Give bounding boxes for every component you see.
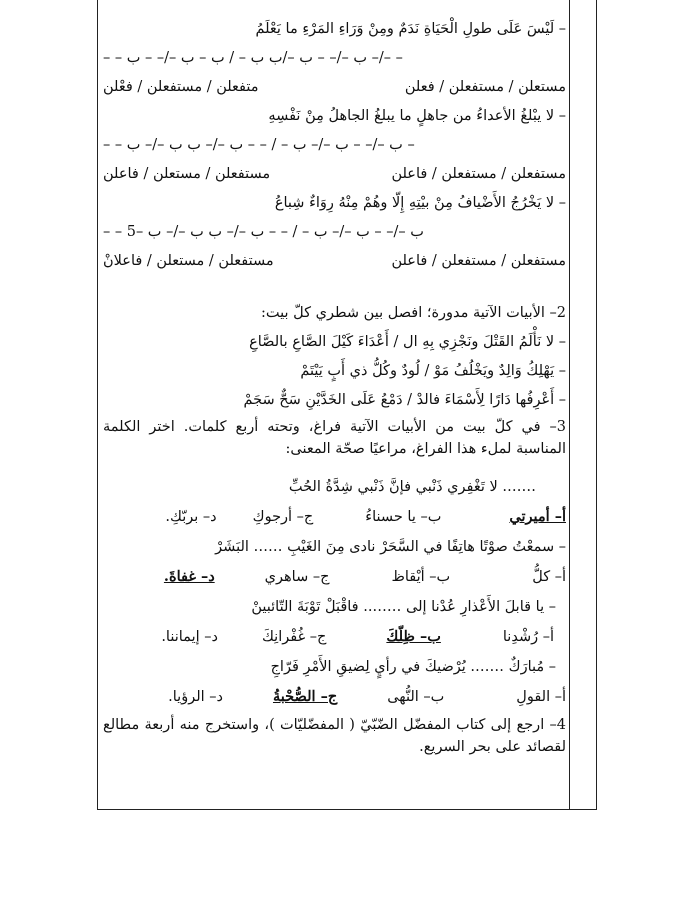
verse-2-feet — [103, 159, 566, 189]
question-4-verse — [103, 652, 566, 682]
feet-second-hemistich: متفعلن / مستفعلن / فعْلن — [103, 79, 259, 95]
question-1-options — [103, 502, 566, 532]
feet-first-hemistich: مستعلن / مستفعلن / فعلن — [404, 79, 566, 95]
option-c[interactable]: ج– غُفْرانِكَ — [261, 629, 327, 645]
verse-text: – لا نَأْلَمُ القَتْلَ ونَجْزِي بِهِ ال / أَعْدَاءَ كَيْلَ الصَّاعِ بالصَّاعِ — [249, 334, 566, 350]
scansion: – – ب –/– – ب –/– ب – / – – ب –/– ب ب –/– ب –5 — [103, 224, 424, 240]
option-a[interactable]: أ– كلُّ — [532, 569, 566, 585]
column-divider — [569, 0, 570, 810]
question-heading: 2– الأبيات الآتية مدورة؛ افصل بين شطري كلّ بيت: — [261, 305, 566, 321]
question-text: 4– ارجع إلى كتاب المفضّل الضّبّيّ ( المفضّليّات )، واستخرج منه أربعة مطالع لقصائد على بحر السريع. — [103, 717, 566, 755]
question-heading: 3– في كلّ بيت من الأبيات الآتية فراغ، وتحته أربع كلمات. اختر الكلمة المناسبة لملء هذا الفراغ، مراعيًا صحّة المعنى: — [103, 419, 566, 457]
option-d[interactable]: د– غفاةَ. — [163, 568, 215, 585]
verse-text: – يَهْلِكُ وَالِدٌ ويَخْلُفُ مَوْ / لُودٌ وكُلُّ ذي أَبٍ يَيْتَمْ — [300, 363, 566, 379]
option-c[interactable]: ج– ساهري — [264, 569, 330, 585]
question-3-options — [103, 622, 566, 652]
verse-1-text — [103, 14, 566, 44]
part-3-intro — [103, 416, 566, 460]
verse-1-scansion — [103, 43, 566, 73]
option-b[interactable]: ب– ظِلّكَ — [386, 628, 441, 645]
verse-text: – مُبارَكٌ ……. يُرْضيكَ في رأيٍ لِضيقِ الأَمْرِ فَرّاجِ — [270, 659, 556, 675]
feet-first-hemistich: مستفعلن / مستفعلن / فاعلن — [391, 253, 566, 269]
option-a[interactable]: أ– رُشْدِنا — [502, 629, 554, 645]
verse-2-scansion — [103, 130, 566, 160]
verse-text: – سمعْتُ صوْتًا هاتِفًا في السَّحَرْ نادى مِنَ الغَيْبِ …… البَشَرْ — [215, 539, 566, 555]
option-d[interactable]: د– بربّكِ. — [165, 509, 217, 525]
verse-text: – لا يبْلغُ الأعداءُ من جاهلٍ ما يبلغُ الجاهلُ مِنْ نَفْسِهِ — [268, 108, 566, 124]
verse-3-text — [103, 188, 566, 218]
option-a[interactable]: أ– القولِ — [516, 689, 566, 705]
part-2-line-2 — [103, 356, 566, 386]
feet-first-hemistich: مستفعلن / مستفعلن / فاعلن — [391, 166, 566, 182]
option-b[interactable]: ب– يا حسناءُ — [365, 509, 442, 525]
question-1-verse — [103, 472, 566, 502]
option-c[interactable]: ج– الصُّحْبةُ — [272, 688, 338, 705]
question-2-options — [103, 562, 566, 592]
part-2-line-1 — [103, 327, 566, 357]
question-4-options — [103, 682, 566, 712]
option-d[interactable]: د– إيماننا. — [161, 629, 218, 645]
option-d[interactable]: د– الرؤيا. — [168, 689, 223, 705]
option-c[interactable]: ج– أرجوكِ — [252, 509, 314, 525]
option-b[interactable]: ب– أيْقاظ — [391, 569, 451, 585]
verse-text: – لَيْسَ عَلَى طولِ الْحَيَاةِ نَدَمٌ ومِنْ وَرَاءِ المَرْءِ ما يَعْلَمُ — [255, 21, 566, 37]
part-2-heading — [103, 298, 566, 328]
verse-3-scansion — [103, 217, 566, 247]
verse-1-feet — [103, 72, 566, 102]
feet-second-hemistich: مستفعلن / مستعلن / فاعلانْ — [103, 253, 274, 269]
question-2-verse — [103, 532, 566, 562]
option-b[interactable]: ب– النُّهى — [387, 689, 445, 705]
verse-text: ……. لا تَغْفِري ذَنْبي فإنَّ ذَنْبي شِدَّةُ الحُبِّ — [288, 479, 536, 495]
scansion: – – ب –/– – ب –/– ب – / – – ب –/– ب ب –/– ب – — [103, 137, 415, 153]
verse-text: – لا يَخْرُجُ الأَضْيافُ مِنْ بيْتِهِ إِلّا وهُمْ مِنْهُ رِوَاءٌ شِباعُ — [274, 195, 566, 211]
option-a[interactable]: أ– أميرتي — [509, 508, 566, 525]
verse-text: – أَعْرِفُها دَارًا لِأَسْمَاءَ فالدْ / دَمْعُ عَلَى الخَدَّيْنِ سَحٌّ سَجَمْ — [243, 392, 566, 408]
verse-2-text — [103, 101, 566, 131]
verse-3-feet — [103, 246, 566, 276]
question-3-verse — [103, 592, 566, 622]
feet-second-hemistich: مستفعلن / مستعلن / فاعلن — [103, 166, 271, 182]
verse-text: – يا قابلَ الأَعْذارِ عُدْنا إلى …….. فاقْبَلْ تَوْبَةَ التّائبينْ — [251, 599, 556, 615]
scansion: – – ب –/– – ب –/ب ب – / ب – ب –/– – ب –/– – — [103, 50, 403, 66]
part-4-question — [103, 714, 566, 758]
part-2-line-3 — [103, 385, 566, 415]
